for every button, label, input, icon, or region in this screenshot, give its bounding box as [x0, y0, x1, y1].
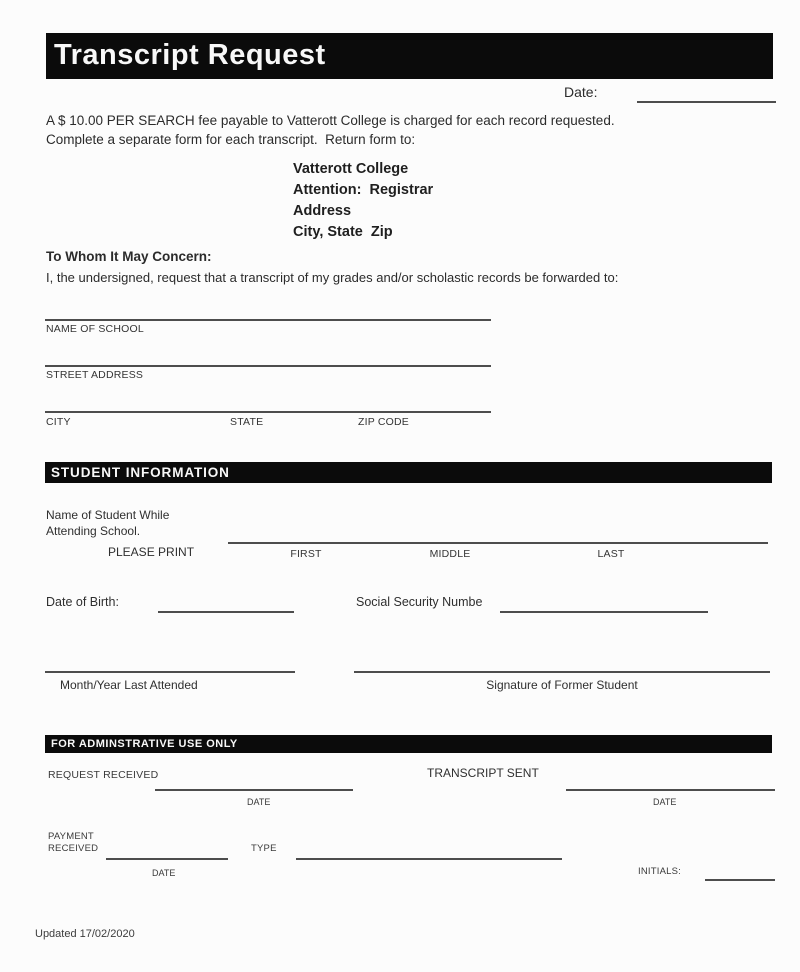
please-print-caption: PLEASE PRINT	[108, 545, 195, 559]
type-label: TYPE	[251, 843, 277, 854]
student-information-header	[45, 462, 772, 483]
payment-received-field-line	[106, 858, 228, 860]
concern-body: I, the undersigned, request that a transcript of my grades and/or scholastic records be forwarded to:	[46, 270, 619, 285]
administrative-use-header	[45, 735, 772, 753]
request-received-field-line	[155, 789, 353, 791]
social-security-label: Social Security Numbe	[356, 595, 483, 609]
intro-line-1: A $ 10.00 PER SEARCH fee payable to Vatterott College is charged for each record requested.	[46, 113, 615, 128]
mailing-address-block	[293, 159, 433, 243]
mailing-college: Vatterott College	[293, 161, 409, 177]
payment-date-caption: DATE	[152, 868, 176, 878]
signature-caption: Signature of Former Student	[486, 678, 638, 692]
street-address-caption: STREET ADDRESS	[46, 369, 144, 381]
student-name-label-line-2: Attending School.	[46, 524, 141, 538]
month-year-field-line	[45, 671, 295, 673]
signature-field-line	[354, 671, 770, 673]
mailing-city-state-zip: City, State Zip	[293, 224, 393, 240]
date-of-birth-label: Date of Birth:	[46, 595, 119, 609]
request-date-caption: DATE	[247, 797, 271, 807]
date-label: Date:	[564, 84, 598, 100]
transcript-sent-label: TRANSCRIPT SENT	[427, 766, 539, 780]
zip-caption: ZIP CODE	[358, 416, 409, 428]
form-title-bar	[46, 33, 773, 79]
month-year-caption: Month/Year Last Attended	[60, 678, 198, 692]
transcript-sent-field-line	[566, 789, 775, 791]
student-name-label-line-1: Name of Student While	[46, 508, 170, 522]
middle-name-caption: MIDDLE	[429, 548, 471, 560]
payment-label-line-2: RECEIVED	[48, 843, 99, 854]
street-address-field-line	[45, 365, 491, 367]
payment-label-line-1: PAYMENT	[48, 831, 94, 842]
state-caption: STATE	[230, 416, 264, 428]
city-caption: CITY	[46, 416, 71, 428]
mailing-attention: Attention: Registrar	[293, 182, 434, 198]
last-name-caption: LAST	[597, 548, 625, 560]
first-name-caption: FIRST	[290, 548, 322, 560]
transcript-date-caption: DATE	[653, 797, 677, 807]
mailing-address: Address	[293, 203, 352, 219]
intro-line-2: Complete a separate form for each transcript. Return form to:	[46, 131, 416, 147]
initials-field-line	[705, 879, 775, 881]
concern-heading: To Whom It May Concern:	[46, 249, 212, 264]
date-of-birth-field-line	[158, 611, 294, 613]
social-security-field-line	[500, 611, 708, 613]
request-received-label: REQUEST RECEIVED	[48, 769, 159, 781]
administrative-use-heading: FOR ADMINSTRATIVE USE ONLY	[51, 738, 238, 750]
initials-label: INITIALS:	[638, 866, 681, 877]
type-field-line	[296, 858, 562, 860]
city-state-zip-field-line	[45, 411, 491, 413]
form-title: Transcript Request	[54, 39, 326, 71]
intro-paragraph	[46, 112, 762, 149]
student-information-heading: STUDENT INFORMATION	[51, 465, 230, 480]
student-name-field-line	[228, 542, 768, 544]
school-name-field-line	[45, 319, 491, 321]
date-field-line	[637, 101, 776, 103]
school-name-caption: NAME OF SCHOOL	[46, 323, 144, 335]
updated-note: Updated 17/02/2020	[35, 928, 135, 940]
